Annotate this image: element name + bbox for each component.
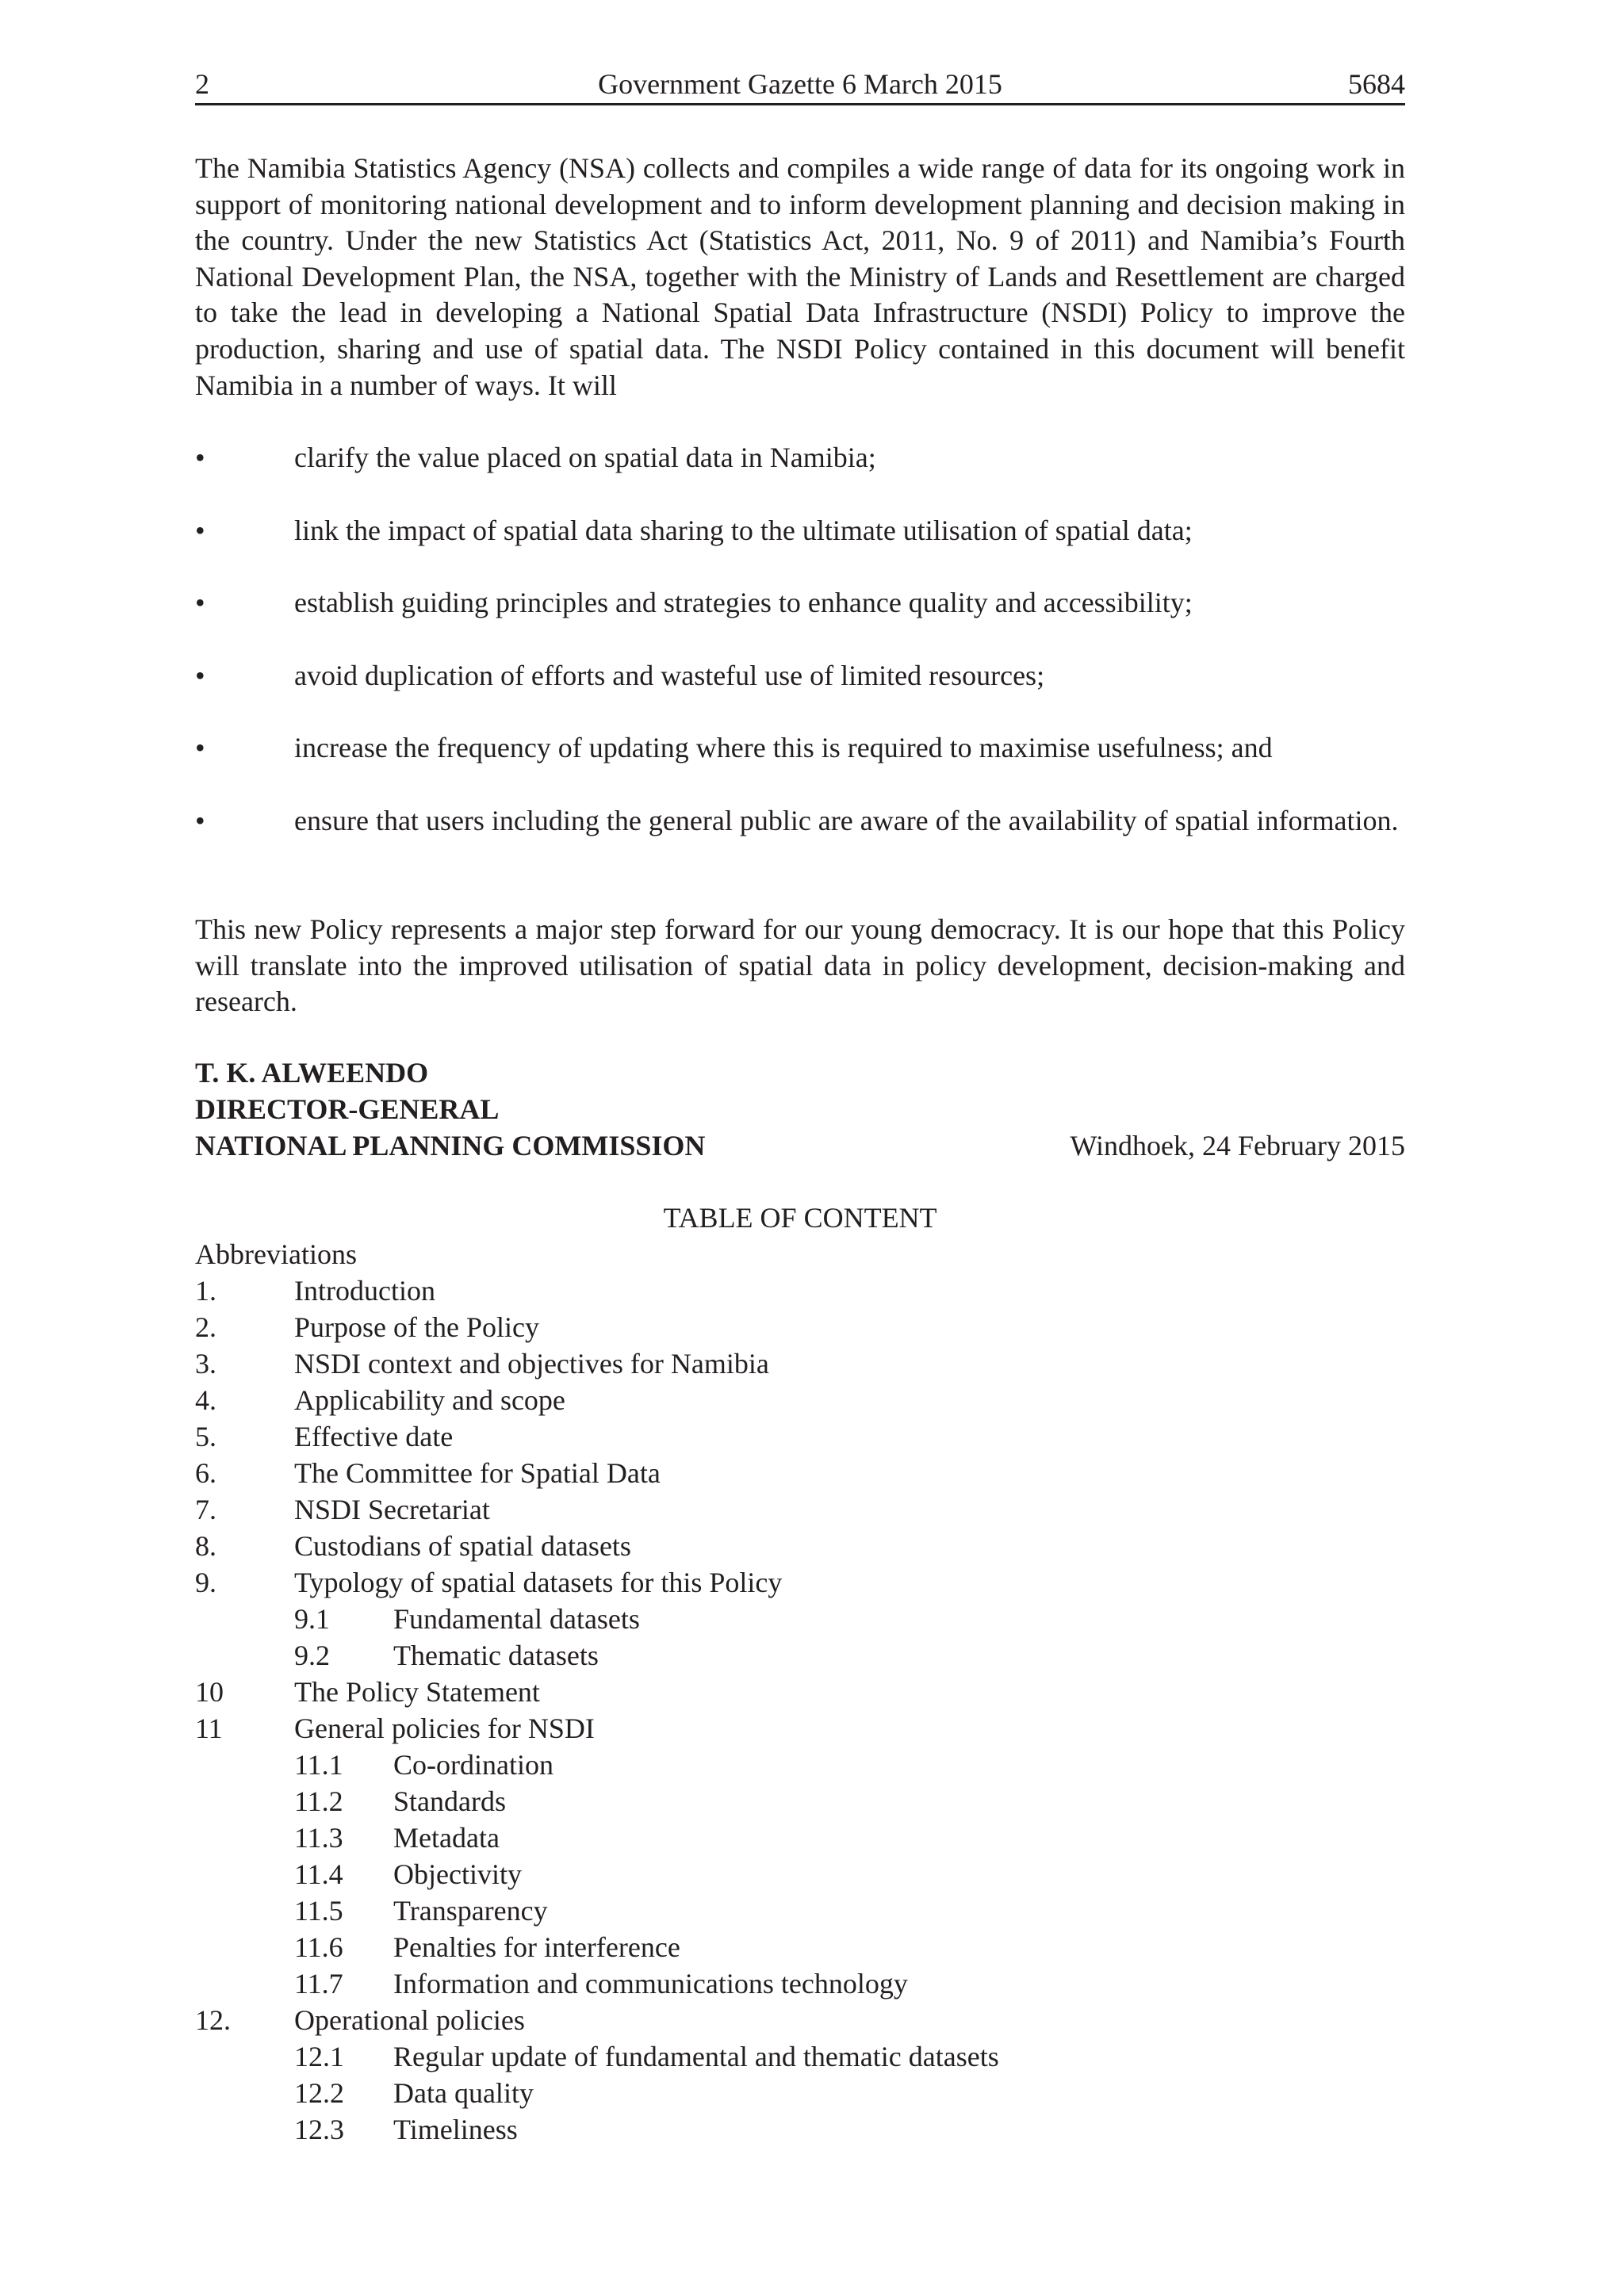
toc-entry-text: Metadata: [393, 1822, 500, 1854]
toc-title: TABLE OF CONTENT: [663, 1202, 937, 1234]
list-item-text: link the impact of spatial data sharing to the ultimate utilisation of spatial data;: [294, 514, 1193, 546]
toc-entry-text: Thematic datasets: [393, 1640, 599, 1671]
toc-entry-text: Custodians of spatial datasets: [294, 1530, 631, 1562]
toc-entry-text: Operational policies: [294, 2004, 525, 2036]
toc-entry-number: 11.5: [294, 1895, 343, 1927]
toc-entry: [195, 1637, 1405, 1674]
toc-entry: [195, 2002, 1405, 2038]
toc-entry-number: 6.: [195, 1457, 216, 1489]
toc-entry-number: 12.1: [294, 2041, 344, 2072]
toc-entry-number: 12.2: [294, 2077, 344, 2109]
toc-entry-text: Data quality: [393, 2077, 534, 2109]
toc-entry: [195, 1747, 1405, 1783]
toc-entry-text: General policies for NSDI: [294, 1712, 595, 1744]
toc-entry-number: 10: [195, 1676, 224, 1708]
toc-entry-text: Standards: [393, 1785, 506, 1817]
toc-entry-text: Penalties for interference: [393, 1931, 680, 1963]
issue-number: 5684: [1348, 68, 1405, 100]
toc-entry-number: 1.: [195, 1275, 216, 1307]
toc-entry: [195, 1455, 1405, 1491]
toc-entry: [195, 1382, 1405, 1418]
toc-entry: [195, 1929, 1405, 1965]
toc-entry-text: Information and communications technology: [393, 1968, 908, 1999]
bullet-icon: •: [195, 442, 205, 473]
intro-paragraph: The Namibia Statistics Agency (NSA) collects and compiles a wide range of data for its ongoing work in support of monitoring national development and to inform development planning and decision making in the country. Under the new Statistics Act (Statistics Act, 2011, No. 9 of 2011) and Namibia’s Fourth National Development Plan, the NSA, together with the Ministry of Lands and Resettlement are charged to take the lead in developing a National Spatial Data Infrastructure (NSDI) Policy to improve the production, sharing and use of spatial data. The NSDI Policy contained in this document will benefit Namibia in a number of ways. It will: [195, 152, 1405, 401]
toc-entry: [195, 1272, 1405, 1309]
signatory-organisation: NATIONAL PLANNING COMMISSION: [195, 1130, 706, 1161]
toc-entry: [195, 1491, 1405, 1528]
place-date: Windhoek, 24 February 2015: [1070, 1130, 1405, 1161]
signatory-name: T. K. ALWEENDO: [195, 1057, 429, 1089]
toc-entry: [195, 1783, 1405, 1820]
signature-block: [195, 1054, 1405, 1164]
table-of-contents: [195, 1236, 1405, 2148]
list-item: [195, 513, 1405, 549]
toc-entry-text: NSDI context and objectives for Namibia: [294, 1348, 769, 1380]
toc-entry-text: Effective date: [294, 1421, 454, 1452]
toc-entry-text: NSDI Secretariat: [294, 1494, 490, 1525]
toc-entry-number: 11.7: [294, 1968, 343, 1999]
list-item: [195, 440, 1405, 476]
toc-entry-text: Co-ordination: [393, 1749, 553, 1781]
toc-entry-number: 9.: [195, 1567, 216, 1598]
toc-entry: [195, 2111, 1405, 2148]
bullet-icon: •: [195, 659, 205, 691]
list-item-text: ensure that users including the general public are aware of the availability of spatial information.: [294, 804, 1399, 836]
toc-entry: [195, 1892, 1405, 1929]
toc-entry: [195, 1528, 1405, 1564]
toc-entry: [195, 1564, 1405, 1601]
toc-entry-text: Applicability and scope: [294, 1384, 565, 1416]
toc-entry-text: Fundamental datasets: [393, 1603, 640, 1635]
signatory-position: DIRECTOR-GENERAL: [195, 1093, 500, 1125]
bullet-icon: •: [195, 587, 205, 619]
list-item-text: avoid duplication of efforts and wasteful use of limited resources;: [294, 659, 1045, 691]
benefits-list: [195, 440, 1405, 876]
toc-entry: [195, 1309, 1405, 1345]
toc-entry-text: The Policy Statement: [294, 1676, 540, 1708]
toc-entry: [195, 1710, 1405, 1747]
toc-entry-text: Purpose of the Policy: [294, 1311, 539, 1343]
toc-entry: [195, 1820, 1405, 1856]
toc-entry-number: 3.: [195, 1348, 216, 1380]
list-item-text: increase the frequency of updating where this is required to maximise usefulness; and: [294, 732, 1273, 764]
page-number: 2: [195, 68, 209, 100]
toc-entry-number: 11.4: [294, 1858, 343, 1890]
toc-entry-number: 4.: [195, 1384, 216, 1416]
toc-entry-number: 12.3: [294, 2114, 344, 2145]
toc-entry-text: Objectivity: [393, 1858, 522, 1890]
toc-entry: [195, 1601, 1405, 1637]
toc-entry-number: 11.1: [294, 1749, 343, 1781]
toc-entry-number: 9.1: [294, 1603, 330, 1635]
toc-entry: [195, 1674, 1405, 1710]
list-item-text: establish guiding principles and strategies to enhance quality and accessibility;: [294, 587, 1193, 619]
toc-entry-text: The Committee for Spatial Data: [294, 1457, 661, 1489]
toc-entry-number: 5.: [195, 1421, 216, 1452]
bullet-icon: •: [195, 732, 205, 764]
toc-entry: [195, 1856, 1405, 1892]
toc-entry-text: Abbreviations: [195, 1238, 357, 1270]
list-item: [195, 730, 1405, 767]
toc-entry-number: 7.: [195, 1494, 216, 1525]
toc-entry: [195, 1418, 1405, 1455]
toc-entry-text: Regular update of fundamental and thematic datasets: [393, 2041, 999, 2072]
toc-entry: [195, 2038, 1405, 2075]
toc-entry: [195, 2075, 1405, 2111]
toc-entry-number: 11: [195, 1712, 223, 1744]
toc-entry-text: Transparency: [393, 1895, 548, 1927]
toc-entry-number: 9.2: [294, 1640, 330, 1671]
closing-paragraph: This new Policy represents a major step forward for our young democracy. It is our hope that this Policy will translate into the improved utilisation of spatial data in policy development, decision-making and research.: [195, 913, 1405, 1018]
bullet-icon: •: [195, 804, 205, 836]
toc-entry-number: 11.3: [294, 1822, 343, 1854]
toc-entry-number: 11.6: [294, 1931, 343, 1963]
toc-entry-text: Timeliness: [393, 2114, 518, 2145]
gazette-title: Government Gazette 6 March 2015: [598, 68, 1002, 100]
list-item-text: clarify the value placed on spatial data in Namibia;: [294, 442, 876, 473]
toc-entry: [195, 1345, 1405, 1382]
toc-entry: [195, 1236, 1405, 1272]
list-item: [195, 803, 1405, 840]
bullet-icon: •: [195, 514, 205, 546]
toc-entry-number: 11.2: [294, 1785, 343, 1817]
toc-entry-number: 8.: [195, 1530, 216, 1562]
list-item: [195, 658, 1405, 695]
toc-entry-number: 2.: [195, 1311, 216, 1343]
toc-entry-text: Typology of spatial datasets for this Policy: [294, 1567, 783, 1598]
toc-entry-number: 12.: [195, 2004, 231, 2036]
list-item: [195, 585, 1405, 622]
page-header: [195, 65, 1405, 105]
toc-entry-text: Introduction: [294, 1275, 435, 1307]
toc-entry: [195, 1965, 1405, 2002]
